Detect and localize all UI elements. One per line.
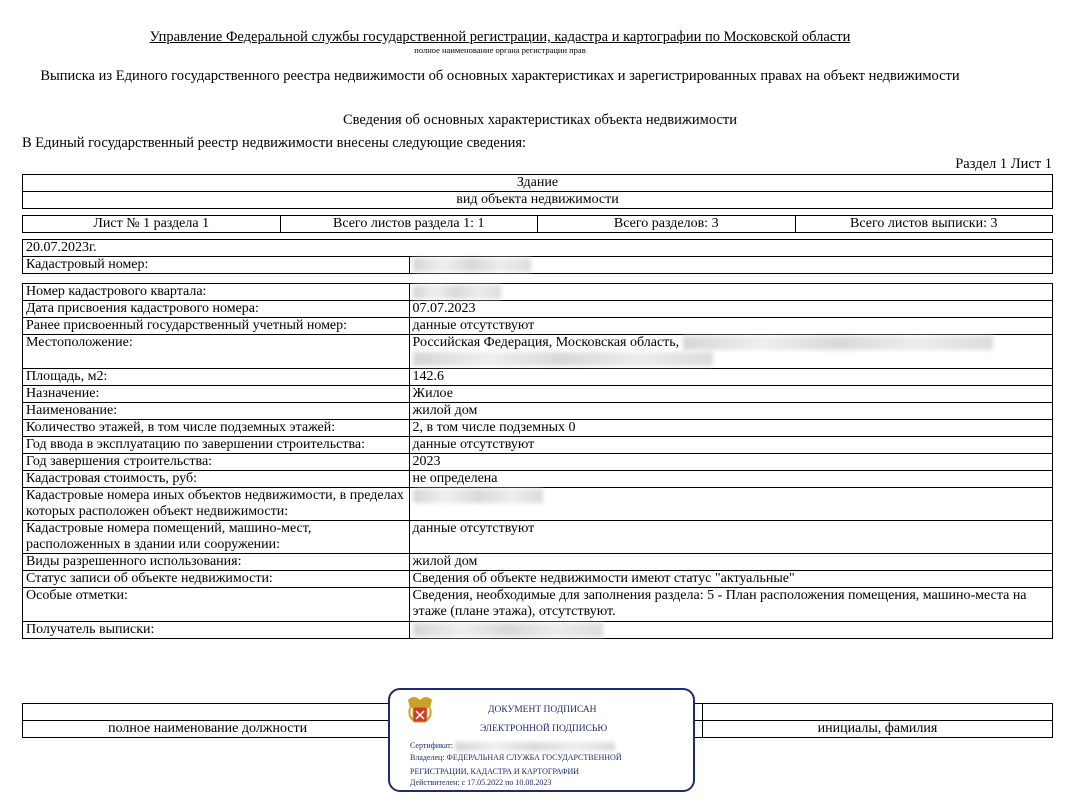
table-row (23, 622, 1053, 639)
cost-value: не определена (409, 471, 1052, 488)
land-numbers-value (409, 488, 1052, 521)
recipient-label: Получатель выписки: (23, 622, 410, 639)
premises-value: данные отсутствуют (409, 521, 1052, 554)
table-row (23, 437, 1053, 454)
object-type-table (22, 174, 1053, 209)
purpose-label: Назначение: (23, 386, 410, 403)
status-label: Статус записи об объекте недвижимости: (23, 571, 410, 588)
table-row (23, 386, 1053, 403)
stamp-owner1: Владелец: ФЕДЕРАЛЬНАЯ СЛУЖБА ГОСУДАРСТВЕННОЙ (410, 753, 622, 762)
section-title: Сведения об основных характеристиках объекта недвижимости (342, 112, 738, 128)
table-row (23, 284, 1053, 301)
stamp-certificate (410, 741, 615, 751)
quarter-value (409, 284, 1052, 301)
stamp-valid: Действителен: с 17.05.2022 по 10.08.2023 (410, 778, 552, 787)
table-row (23, 521, 1053, 554)
name-label: Наименование: (23, 403, 410, 420)
table-row (23, 335, 1053, 369)
table-row (23, 588, 1053, 622)
total-sheets-extract: Всего листов выписки: 3 (795, 216, 1053, 233)
table-row (23, 454, 1053, 471)
stamp-line1: ДОКУМЕНТ ПОДПИСАН (488, 705, 597, 715)
stamp-owner2: РЕГИСТРАЦИИ, КАДАСТРА И КАРТОГРАФИИ (410, 767, 580, 776)
prev-number-value: данные отсутствуют (409, 318, 1052, 335)
notes-label: Особые отметки: (23, 588, 410, 622)
permitted-use-value: жилой дом (409, 554, 1052, 571)
extract-date: 20.07.2023г. (23, 240, 1053, 257)
organization-name: Управление Федеральной службы государственной регистрации, кадастра и картографии по Московской области (149, 29, 851, 45)
table-row (23, 571, 1053, 588)
cost-label: Кадастровая стоимость, руб: (23, 471, 410, 488)
status-value: Сведения об объекте недвижимости имеют статус "актуальные" (409, 571, 1052, 588)
area-label: Площадь, м2: (23, 369, 410, 386)
location-text: Российская Федерация, Московская область, (412, 335, 680, 350)
intro-text: В Единый государственный реестр недвижимости внесены следующие сведения: (22, 135, 527, 151)
commission-year-label: Год ввода в эксплуатацию по завершении строительства: (23, 437, 410, 454)
prev-number-label: Ранее присвоенный государственный учетный номер: (23, 318, 410, 335)
stamp-line2: ЭЛЕКТРОННОЙ ПОДПИСЬЮ (480, 724, 608, 734)
table-row (23, 403, 1053, 420)
table-row (23, 554, 1053, 571)
characteristics-table (22, 283, 1053, 639)
table-row (23, 369, 1053, 386)
floors-value: 2, в том числе подземных 0 (409, 420, 1052, 437)
electronic-signature-stamp (388, 688, 695, 792)
notes-value: Сведения, необходимые для заполнения раздела: 5 - План расположения помещения, машино-места на этаже (плане этажа), отсутствуют. (409, 588, 1052, 622)
land-numbers-label: Кадастровые номера иных объектов недвижимости, в пределах которых расположен объект недвижимости: (23, 488, 410, 521)
name-cell (702, 704, 1052, 721)
floors-label: Количество этажей, в том числе подземных этажей: (23, 420, 410, 437)
document-title: Выписка из Единого государственного реестра недвижимости об основных характеристиках и зарегистрированных правах на объект недвижимости (40, 68, 960, 84)
location-value (409, 335, 1052, 369)
total-sections: Всего разделов: 3 (538, 216, 796, 233)
sheet-number: Лист № 1 раздела 1 (23, 216, 281, 233)
coat-of-arms-icon (406, 694, 434, 728)
location-label: Местоположение: (23, 335, 410, 369)
certificate-label: Сертификат: (410, 741, 453, 750)
table-row (23, 420, 1053, 437)
recipient-value (409, 622, 1052, 639)
cadastral-number-label: Кадастровый номер: (23, 257, 410, 274)
sheet-info-table (22, 215, 1053, 233)
build-year-value: 2023 (409, 454, 1052, 471)
commission-year-value: данные отсутствуют (409, 437, 1052, 454)
permitted-use-label: Виды разрешенного использования: (23, 554, 410, 571)
quarter-label: Номер кадастрового квартала: (23, 284, 410, 301)
position-cell (23, 704, 393, 721)
table-row (23, 471, 1053, 488)
table-row (23, 318, 1053, 335)
build-year-label: Год завершения строительства: (23, 454, 410, 471)
name-caption: инициалы, фамилия (702, 721, 1052, 738)
cadastral-number-value (409, 257, 1052, 274)
name-value: жилой дом (409, 403, 1052, 420)
premises-label: Кадастровые номера помещений, машино-мест, расположенных в здании или сооружении: (23, 521, 410, 554)
position-caption: полное наименование должности (23, 721, 393, 738)
total-sheets-section: Всего листов раздела 1: 1 (280, 216, 538, 233)
table-row (23, 301, 1053, 318)
sheet-label: Раздел 1 Лист 1 (955, 156, 1052, 172)
assign-date-value: 07.07.2023 (409, 301, 1052, 318)
date-table (22, 239, 1053, 274)
organization-caption: полное наименование органа регистрации прав (414, 45, 586, 55)
assign-date-label: Дата присвоения кадастрового номера: (23, 301, 410, 318)
object-type-caption: вид объекта недвижимости (23, 192, 1053, 209)
area-value: 142.6 (409, 369, 1052, 386)
object-type: Здание (23, 175, 1053, 192)
purpose-value: Жилое (409, 386, 1052, 403)
table-row (23, 488, 1053, 521)
